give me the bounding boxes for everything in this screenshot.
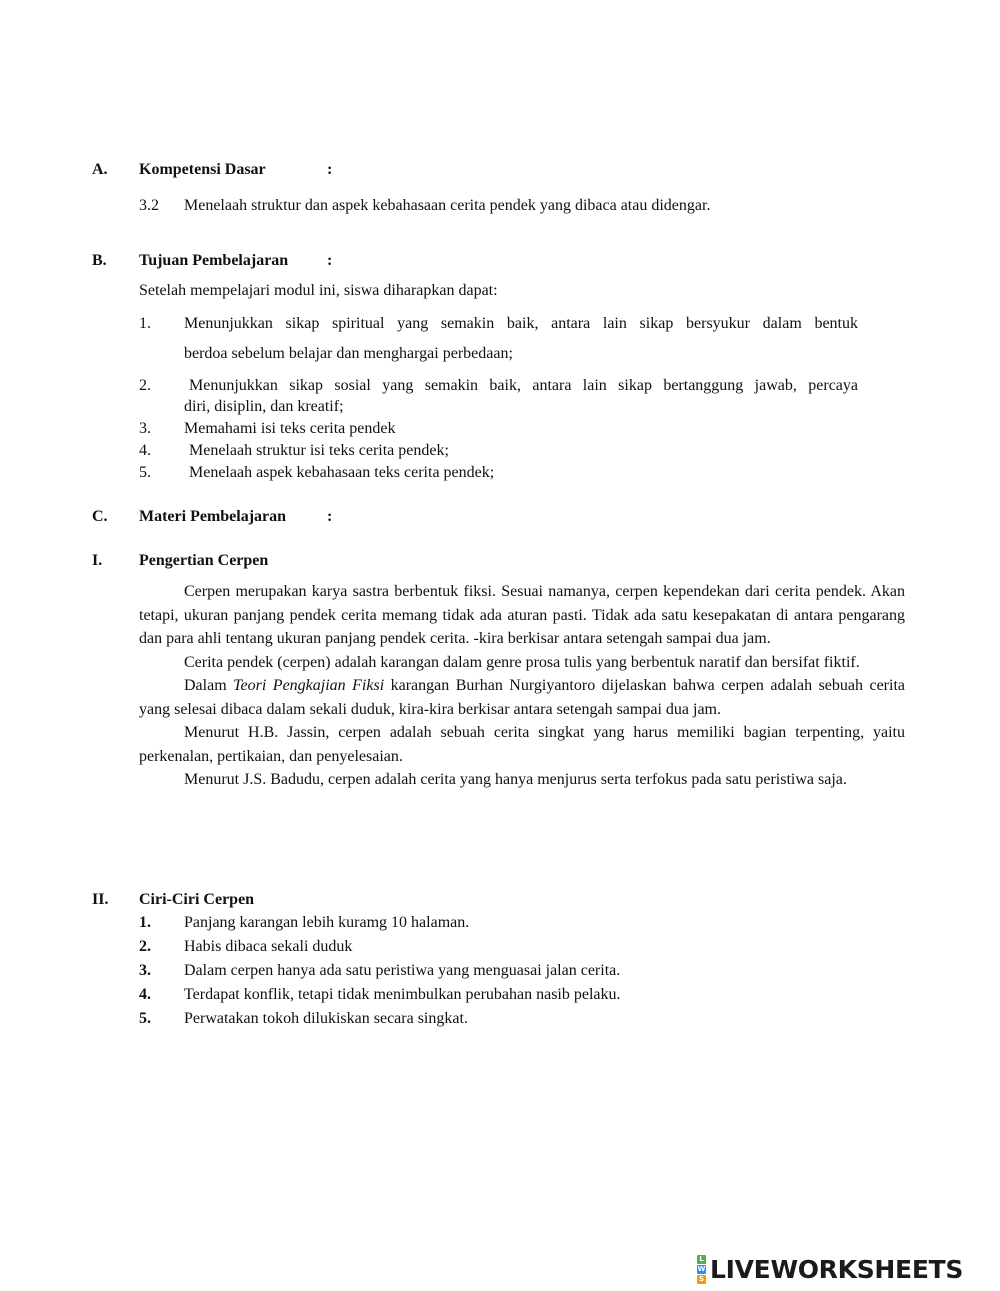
- section-i-body: [139, 580, 905, 792]
- section-ii-title: Ciri-Ciri Cerpen: [139, 891, 255, 908]
- objective-number: 4.: [139, 442, 151, 459]
- kd-text: Menelaah struktur dan aspek kebahasaan cerita pendek yang dibaca atau didengar.: [184, 197, 711, 214]
- liveworksheets-logo: [697, 1252, 963, 1286]
- logo-block: L: [697, 1255, 706, 1264]
- logo-icon: [697, 1255, 706, 1284]
- logo-block: S: [698, 1274, 705, 1283]
- trait-number: 4.: [139, 986, 151, 1003]
- paragraph: Cerita pendek (cerpen) adalah karangan dalam genre prosa tulis yang berbentuk naratif dan bersifat fiktif.: [184, 653, 860, 671]
- section-a-letter: A.: [92, 161, 108, 178]
- objective-number: 2.: [139, 377, 151, 394]
- book-title: Teori Pengkajian Fiksi: [233, 677, 385, 694]
- trait-text: Habis dibaca sekali duduk: [184, 938, 353, 955]
- objective-text: Menelaah aspek kebahasaan teks cerita pendek;: [189, 464, 495, 481]
- paragraph: Cerpen merupakan karya sastra berbentuk fiksi. Sesuai namanya, cerpen kependekan dari cerita pendek. Akan tetapi, ukuran panjang pendek cerita memang tidak ada aturan pasti. Tidak ada satu kesepakatan di antara pengarang dan para ahli tentang ukuran panjang pendek cerita. -kira berkisar antara setengah sampai dua jam.: [139, 583, 905, 647]
- paragraph: Menurut J.S. Badudu, cerpen adalah cerita yang hanya menjurus serta terfokus pada satu peristiwa saja.: [184, 771, 847, 788]
- section-i-title: Pengertian Cerpen: [139, 552, 269, 569]
- section-b-colon: :: [327, 252, 333, 269]
- section-b-letter: B.: [92, 252, 107, 269]
- section-ii-numeral: II.: [92, 891, 109, 908]
- objective-text-cont: berdoa sebelum belajar dan menghargai perbedaan;: [184, 345, 513, 362]
- trait-text: Perwatakan tokoh dilukiskan secara singkat.: [184, 1010, 468, 1027]
- paragraph-text: karangan Burhan Nurgiyantoro dijelaskan bahwa cerpen adalah sebuah cerita yang selesai dibaca dalam sekali duduk, kira-kira berkisar antara setengah sampai dua jam.: [139, 677, 906, 718]
- logo-block: W: [697, 1264, 706, 1273]
- section-a-colon: :: [327, 161, 333, 178]
- section-b-title: Tujuan Pembelajaran: [139, 252, 289, 269]
- trait-number: 3.: [139, 962, 151, 979]
- paragraph: Menurut H.B. Jassin, cerpen adalah sebuah cerita singkat yang harus memiliki bagian terpenting, yaitu perkenalan, pertikaian, dan penyelesaian.: [139, 724, 905, 765]
- trait-text: Panjang karangan lebih kuramg 10 halaman.: [184, 914, 470, 931]
- trait-number: 2.: [139, 938, 151, 955]
- section-i-numeral: I.: [92, 552, 103, 569]
- section-c-title: Materi Pembelajaran: [139, 508, 287, 525]
- paragraph: [139, 674, 905, 721]
- objective-text: Menunjukkan sikap sosial yang semakin baik, antara lain sikap bertanggung jawab, percaya: [189, 377, 858, 394]
- trait-text: Terdapat konflik, tetapi tidak menimbulkan perubahan nasib pelaku.: [184, 986, 621, 1003]
- section-a-title: Kompetensi Dasar: [139, 161, 266, 178]
- section-b-intro: Setelah mempelajari modul ini, siswa diharapkan dapat:: [139, 282, 498, 299]
- objective-number: 3.: [139, 420, 151, 437]
- objective-text: Menunjukkan sikap spiritual yang semakin baik, antara lain sikap bersyukur dalam bentuk: [184, 315, 858, 332]
- objective-text: Menelaah struktur isi teks cerita pendek;: [189, 442, 449, 459]
- trait-number: 5.: [139, 1010, 151, 1027]
- objective-text: Memahami isi teks cerita pendek: [184, 420, 396, 437]
- objective-text-cont: diri, disiplin, dan kreatif;: [184, 398, 344, 415]
- logo-text: LIVEWORKSHEETS: [710, 1254, 964, 1284]
- objective-number: 1.: [139, 315, 151, 332]
- section-c-letter: C.: [92, 508, 108, 525]
- kd-number: 3.2: [139, 197, 159, 214]
- trait-number: 1.: [139, 914, 151, 931]
- section-c-colon: :: [327, 508, 333, 525]
- trait-text: Dalam cerpen hanya ada satu peristiwa yang menguasai jalan cerita.: [184, 962, 621, 979]
- paragraph-text: Dalam: [184, 677, 234, 694]
- objective-number: 5.: [139, 464, 151, 481]
